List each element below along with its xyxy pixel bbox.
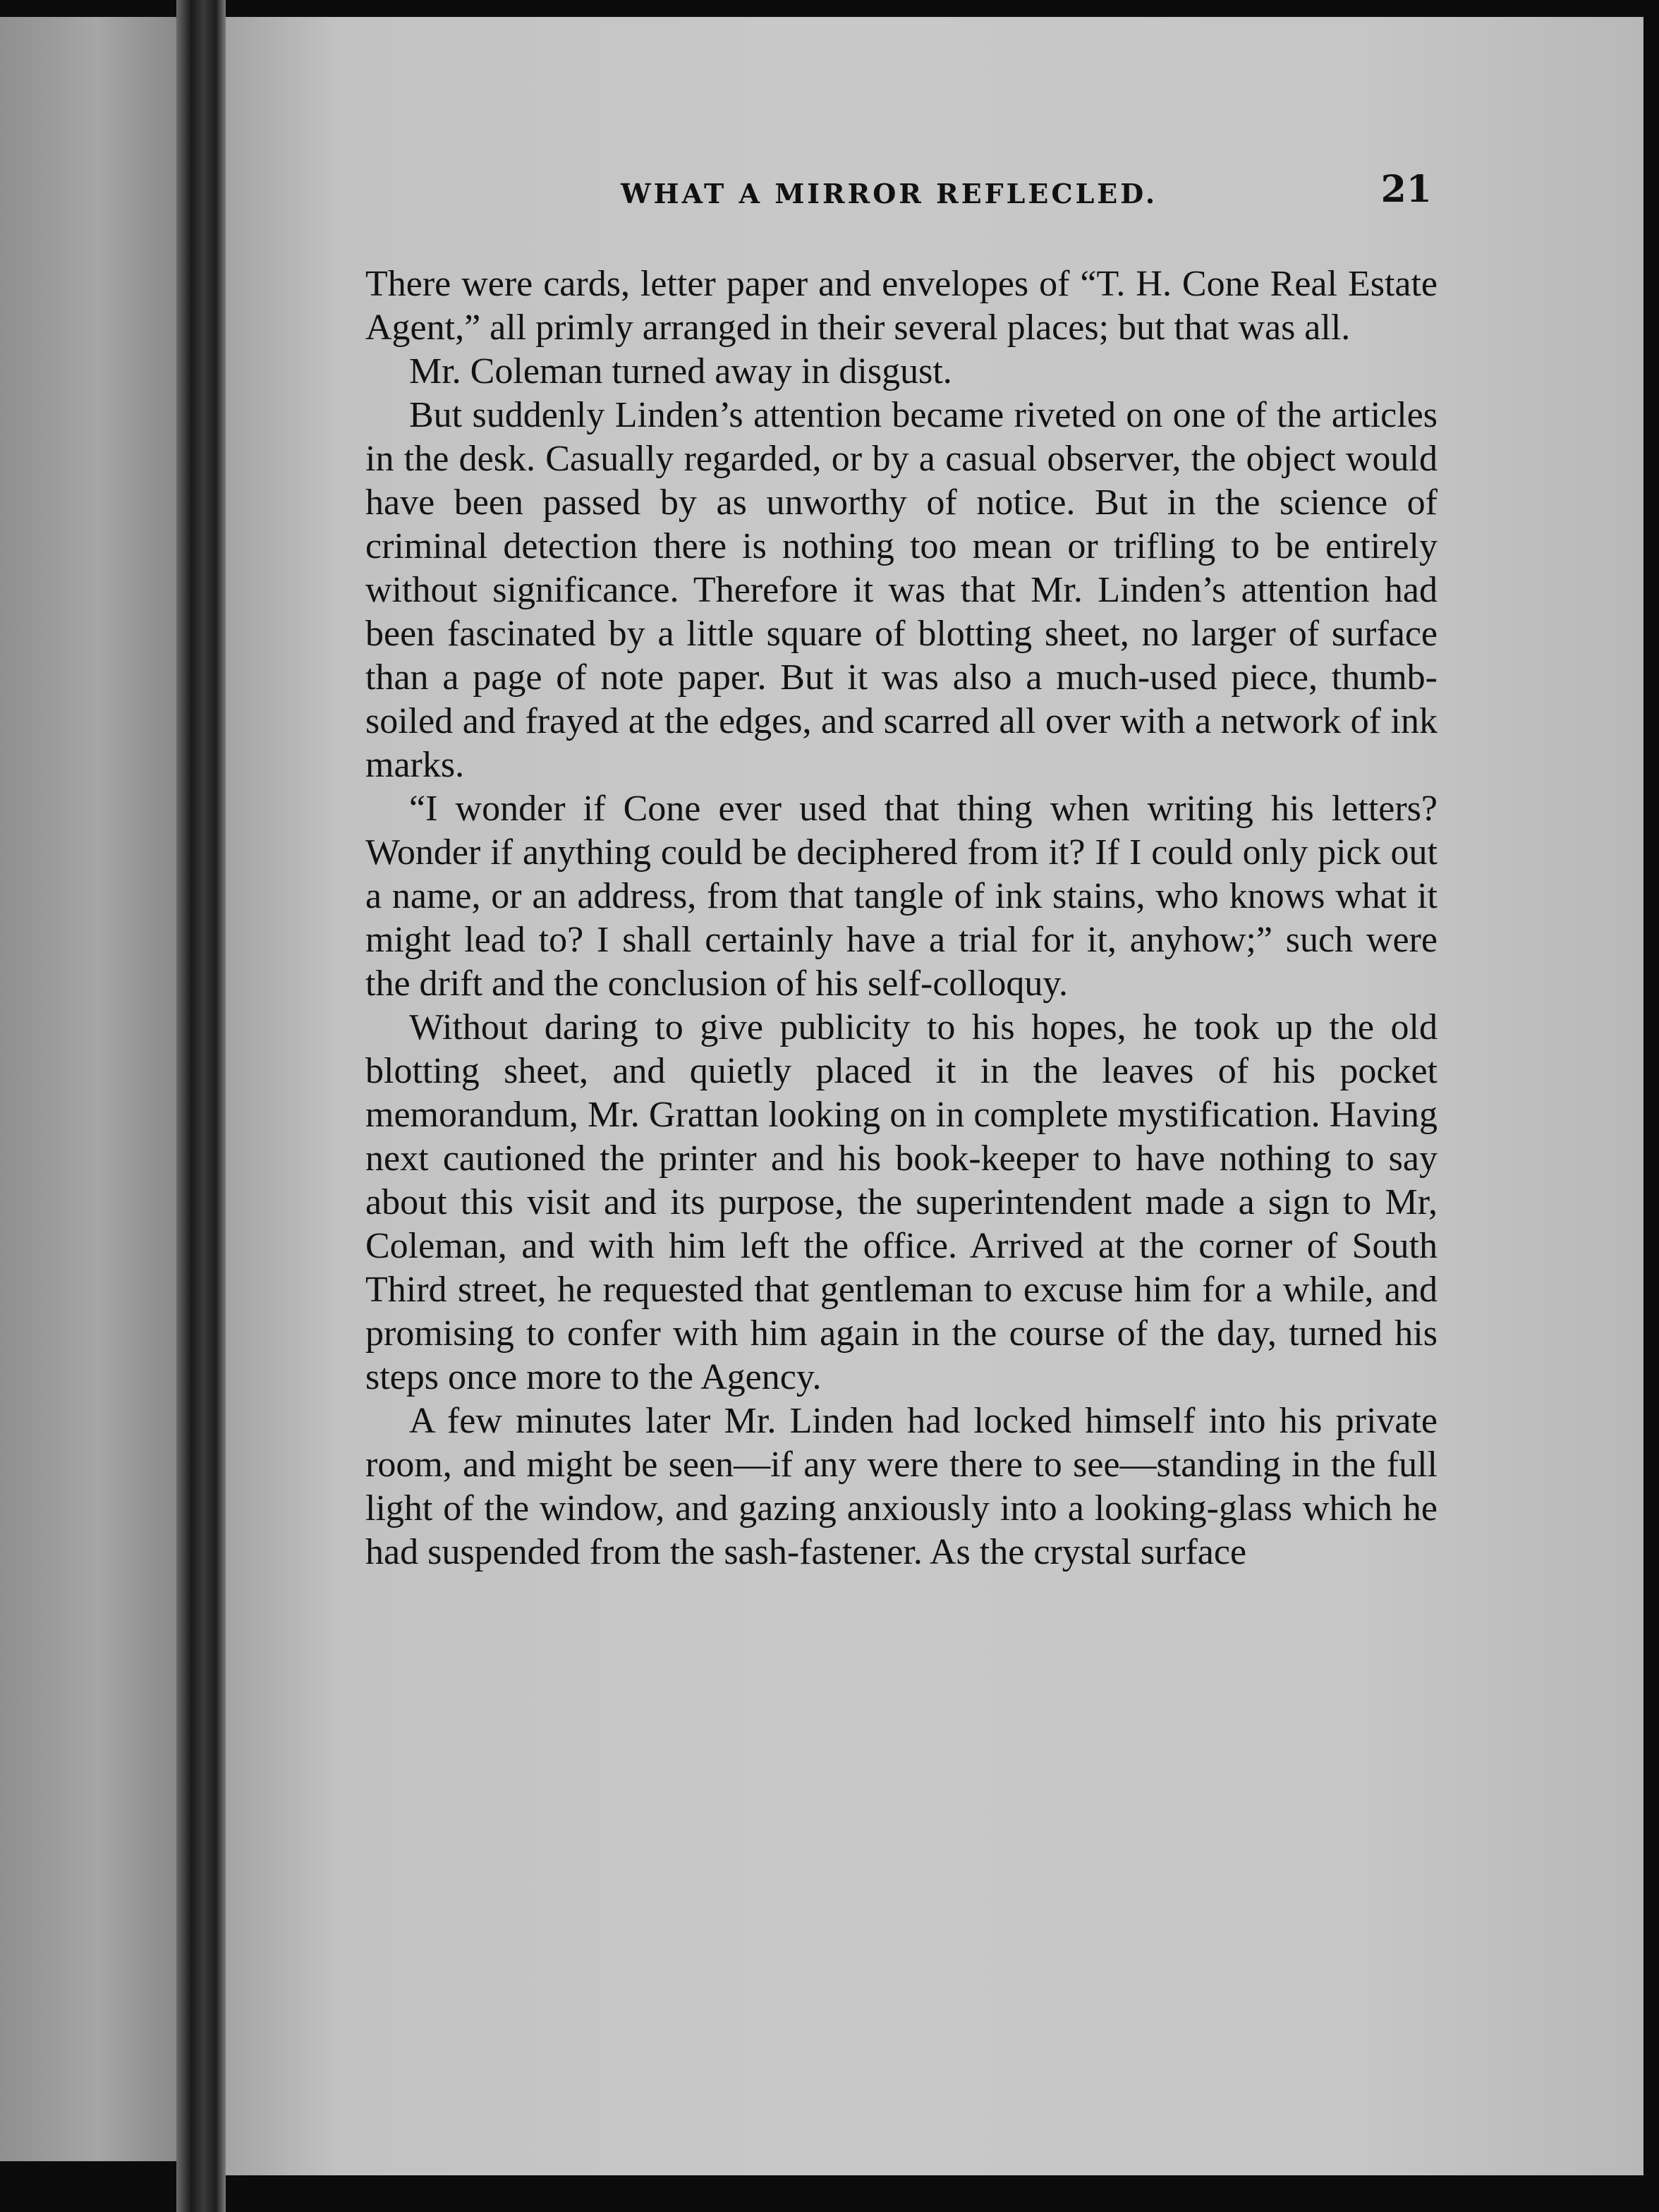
paragraph-4: “I wonder if Cone ever used that thing when writing his letters? Wonder if anything could be deciphered from it? If I could only pick out a name, or an address, from that tangle of ink stains, who knows what it might lead to? I shall certainly have a trial for it, anyhow;” such were the drift and the conclusion of his self-colloquy. [365,789,1438,1004]
paragraph-6: A few minutes later Mr. Linden had locked himself into his private room, and might be seen—if any were there to see—standing in the full light of the window, and gazing anxiously into a looking-glass which he had suspended from the sash-fastener. As the crystal surface [365,1401,1438,1572]
facing-page-edge [0,17,176,2161]
paragraph-5: Without daring to give publicity to his hopes, he took up the old blotting sheet, and quietly placed it in the leaves of his pocket memorandum, Mr. Grattan looking on in complete mystification. Having next cautioned the printer and his book-keeper to have nothing to say about this visit and its purpose, the superintendent made a sign to Mr, Coleman, and with him left the office. Arrived at the corner of South Third street, he requested that gentleman to excuse him for a while, and promising to confer with him again in the course of the day, turned his steps once more to the Agency. [365,1007,1438,1397]
page-header [395,162,1432,226]
page-body [365,262,1438,1574]
paragraph-2: Mr. Coleman turned away in disgust. [409,351,952,391]
book-spine [176,0,226,2212]
paragraph-1: There were cards, letter paper and envelopes of “T. H. Cone Real Estate Agent,” all primly arranged in their several places; but that was all. [365,264,1438,348]
page-number: 21 [1380,168,1432,211]
running-head: WHAT A MIRROR REFLECLED. [621,178,1158,209]
paragraph-3: But suddenly Linden’s attention became riveted on one of the articles in the desk. Casually regarded, or by a casual observer, the object would have been passed by as unworthy of notice. But in the science of criminal detection there is nothing too mean or trifling to be entirely without significance. Therefore it was that Mr. Linden’s attention had been fascinated by a little square of blotting sheet, no larger of surface than a page of note paper. But it was also a much-used piece, thumb-soiled and frayed at the edges, and scarred all over with a network of ink marks. [365,395,1438,785]
